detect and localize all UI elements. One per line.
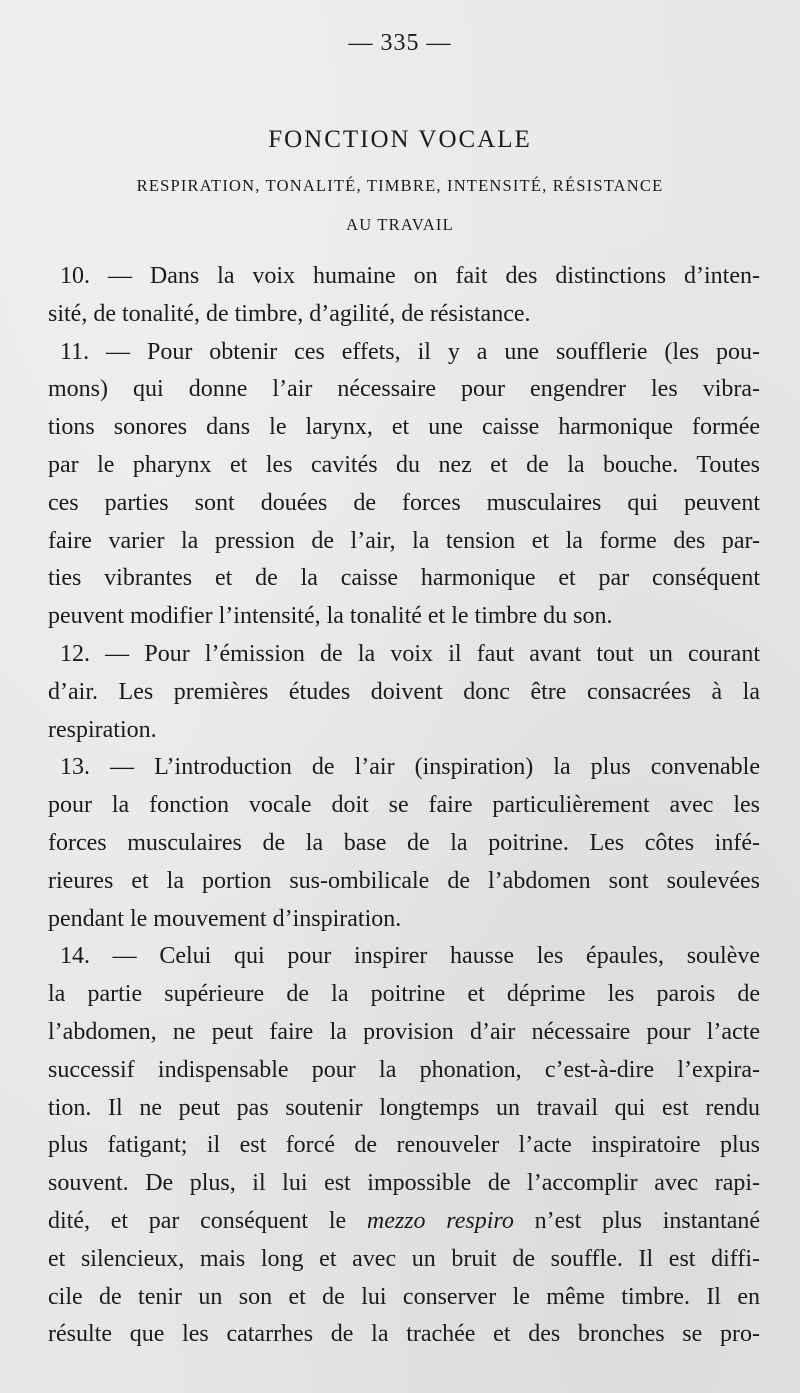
text-line: cile de tenir un son et de lui conserver le même timbre. Il en <box>48 1283 760 1310</box>
text-line: tions sonores dans le larynx, et une caisse harmonique formée <box>48 414 760 441</box>
section-title: FONCTION VOCALE <box>268 126 532 153</box>
text-line: mons) qui donne l’air nécessaire pour engendrer les vibra- <box>48 376 760 403</box>
text-line: plus fatigant; il est forcé de renouveler l’acte inspiratoire plus <box>48 1132 760 1159</box>
text-line: pendant le mouvement d’inspiration. <box>48 905 402 932</box>
text-line: forces musculaires de la base de la poitrine. Les côtes infé- <box>48 829 760 856</box>
text-segment: dité, et par conséquent le <box>48 1207 347 1234</box>
section-subtitle-line-1: RESPIRATION, TONALITÉ, TIMBRE, INTENSITÉ, RÉSISTANCE <box>136 176 664 195</box>
text-line: tion. Il ne peut pas soutenir longtemps un travail qui est rendu <box>48 1094 760 1121</box>
text-line: 14. — Celui qui pour inspirer hausse les épaules, soulève <box>60 943 760 970</box>
text-line: rieures et la portion sus-ombilicale de l’abdomen sont soulevées <box>48 867 760 894</box>
text-line: la partie supérieure de la poitrine et déprime les parois de <box>48 981 760 1008</box>
text-line: 13. — L’introduction de l’air (inspiration) la plus convenable <box>60 754 760 781</box>
text-line: ces parties sont douées de forces musculaires qui peuvent <box>48 489 760 516</box>
text-line <box>48 1203 760 1241</box>
text-line: souvent. De plus, il lui est impossible de l’accomplir avec rapi- <box>48 1170 760 1197</box>
text-line: sité, de tonalité, de timbre, d’agilité, de résistance. <box>48 300 531 327</box>
page-number: — 335 — <box>348 30 452 56</box>
text-line: successif indispensable pour la phonation, c’est-à-dire l’expira- <box>48 1056 760 1083</box>
body-text <box>48 258 760 1354</box>
text-line: 11. — Pour obtenir ces effets, il y a une soufflerie (les pou- <box>60 338 760 365</box>
text-line: respiration. <box>48 716 157 743</box>
text-line: pour la fonction vocale doit se faire particulièrement avec les <box>48 792 760 819</box>
text-line: 12. — Pour l’émission de la voix il faut avant tout un courant <box>60 640 760 667</box>
text-line: résulte que les catarrhes de la trachée et des bronches se pro- <box>48 1321 760 1348</box>
text-line: d’air. Les premières études doivent donc être consacrées à la <box>48 678 760 705</box>
text-line: l’abdomen, ne peut faire la provision d’air nécessaire pour l’acte <box>48 1018 760 1045</box>
text-line: par le pharynx et les cavités du nez et de la bouche. Toutes <box>48 451 760 478</box>
text-line: 10. — Dans la voix humaine on fait des distinctions d’inten- <box>60 263 760 289</box>
text-line: ties vibrantes et de la caisse harmonique et par conséquent <box>48 565 760 592</box>
text-line: faire varier la pression de l’air, la tension et la forme des par- <box>48 527 760 554</box>
italic-term: mezzo respiro <box>366 1207 514 1234</box>
section-subtitle-line-2: AU TRAVAIL <box>346 215 454 234</box>
text-line: peuvent modifier l’intensité, la tonalité et le timbre du son. <box>48 603 613 630</box>
text-segment: n’est plus instantané <box>534 1207 760 1234</box>
text-line: et silencieux, mais long et avec un bruit de souffle. Il est diffi- <box>48 1245 760 1272</box>
